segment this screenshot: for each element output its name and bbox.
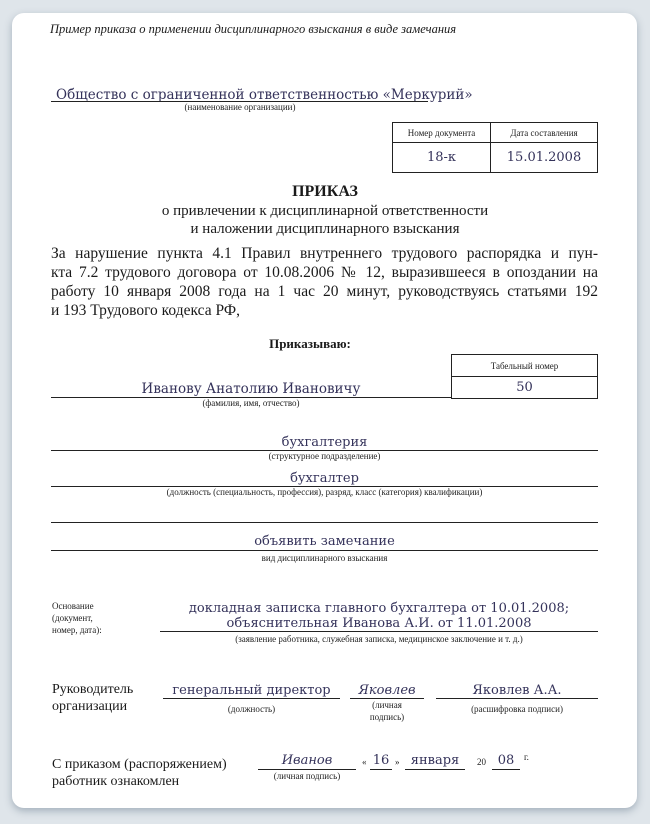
acknowledge-label-line: С приказом (распоряжением) — [52, 757, 227, 772]
head-position: генеральный директор — [172, 683, 331, 698]
basis-value-line-1: докладная записка главного бухгалтера от 10.01.2008; — [188, 601, 570, 616]
doc-date-value: 15.01.2008 — [491, 143, 598, 173]
caption-line: (личная — [372, 700, 402, 710]
head-label — [52, 681, 133, 715]
order-word: Приказываю: — [269, 336, 351, 351]
basis-label — [52, 600, 102, 636]
employee-signature: Иванов — [281, 753, 333, 768]
doc-date-header: Дата составления — [491, 123, 598, 143]
head-position-caption: (должность) — [227, 704, 276, 714]
ack-year-suffix: г. — [524, 752, 529, 762]
body-line: работу 10 января 2008 года на 1 час 20 минут, руководствуясь статьями 192 — [51, 283, 598, 300]
department-caption: (структурное подразделение) — [268, 451, 381, 461]
basis-caption: (заявление работника, служебная записка, медицинское заключение и т. д.) — [235, 634, 523, 644]
ack-month: января — [410, 753, 460, 768]
body-line: За нарушение пункта 4.1 Правил внутреннего трудового распорядка и пун- — [51, 245, 598, 262]
body-line: кта 7.2 трудового договора от 10.08.2006 № 12, выразившееся в опоздании на — [51, 264, 598, 281]
subtitle-line-1: о привлечении к дисциплинарной ответственности — [161, 203, 489, 219]
document-title: ПРИКАЗ — [292, 183, 358, 200]
ack-month-line — [405, 769, 465, 770]
acknowledge-label — [52, 756, 227, 790]
head-label-line: Руководитель — [52, 682, 134, 697]
organization-caption: (наименование организации) — [184, 102, 296, 112]
blank-line — [51, 522, 598, 523]
acknowledge-label-line: работник ознакомлен — [52, 774, 180, 789]
ack-day: 16 — [372, 753, 390, 768]
penalty-caption: вид дисциплинарного взыскания — [261, 553, 388, 563]
position-value: бухгалтер — [290, 471, 359, 486]
head-decoded-caption: (расшифровка подписи) — [471, 704, 563, 714]
head-decoded-line — [436, 698, 598, 699]
quote-open: « — [362, 757, 367, 767]
basis-value-line-2: объяснительная Иванова А.И. от 11.01.2008 — [226, 616, 532, 631]
penalty-value: объявить замечание — [254, 534, 395, 549]
example-caption: Пример приказа о применении дисциплинарного взыскания в виде замечания — [50, 22, 457, 36]
order-body — [51, 244, 598, 320]
employee-signature-line — [258, 769, 356, 770]
basis-line — [160, 631, 598, 632]
penalty-line — [51, 550, 598, 551]
basis-label-line: (документ, — [52, 613, 93, 623]
employee-name-caption: (фамилия, имя, отчество) — [202, 398, 300, 408]
tab-number-table — [451, 354, 598, 399]
basis-label-line: Основание — [52, 601, 94, 611]
head-position-line — [163, 698, 340, 699]
ack-year: 08 — [497, 753, 515, 768]
quote-close: » — [395, 757, 400, 767]
ack-year-prefix: 20 — [477, 757, 486, 767]
department-value: бухгалтерия — [281, 435, 368, 450]
organization-name: Общество с ограниченной ответственностью «Меркурий» — [56, 87, 473, 103]
tab-number-value: 50 — [452, 377, 598, 399]
doc-number-value: 18-к — [393, 143, 491, 173]
head-signature-caption — [350, 699, 424, 723]
head-label-line: организации — [52, 699, 128, 714]
doc-number-header: Номер документа — [393, 123, 491, 143]
tab-number-header: Табельный номер — [452, 355, 598, 377]
document-info-table — [392, 122, 598, 173]
employee-signature-caption: (личная подпись) — [273, 771, 341, 781]
ack-year-line — [492, 769, 520, 770]
basis-label-line: номер, дата): — [52, 625, 102, 635]
caption-line: подпись) — [369, 712, 405, 722]
head-decoded-name: Яковлев А.А. — [472, 683, 562, 698]
body-line: и 193 Трудового кодекса РФ, — [51, 302, 240, 319]
ack-day-line — [370, 769, 392, 770]
subtitle-line-2: и наложении дисциплинарного взыскания — [190, 221, 460, 237]
employee-name: Иванову Анатолию Ивановичу — [141, 381, 361, 397]
position-caption: (должность (специальность, профессия), разряд, класс (категория) квалификации) — [166, 487, 483, 497]
head-signature: Яковлев — [358, 683, 416, 698]
